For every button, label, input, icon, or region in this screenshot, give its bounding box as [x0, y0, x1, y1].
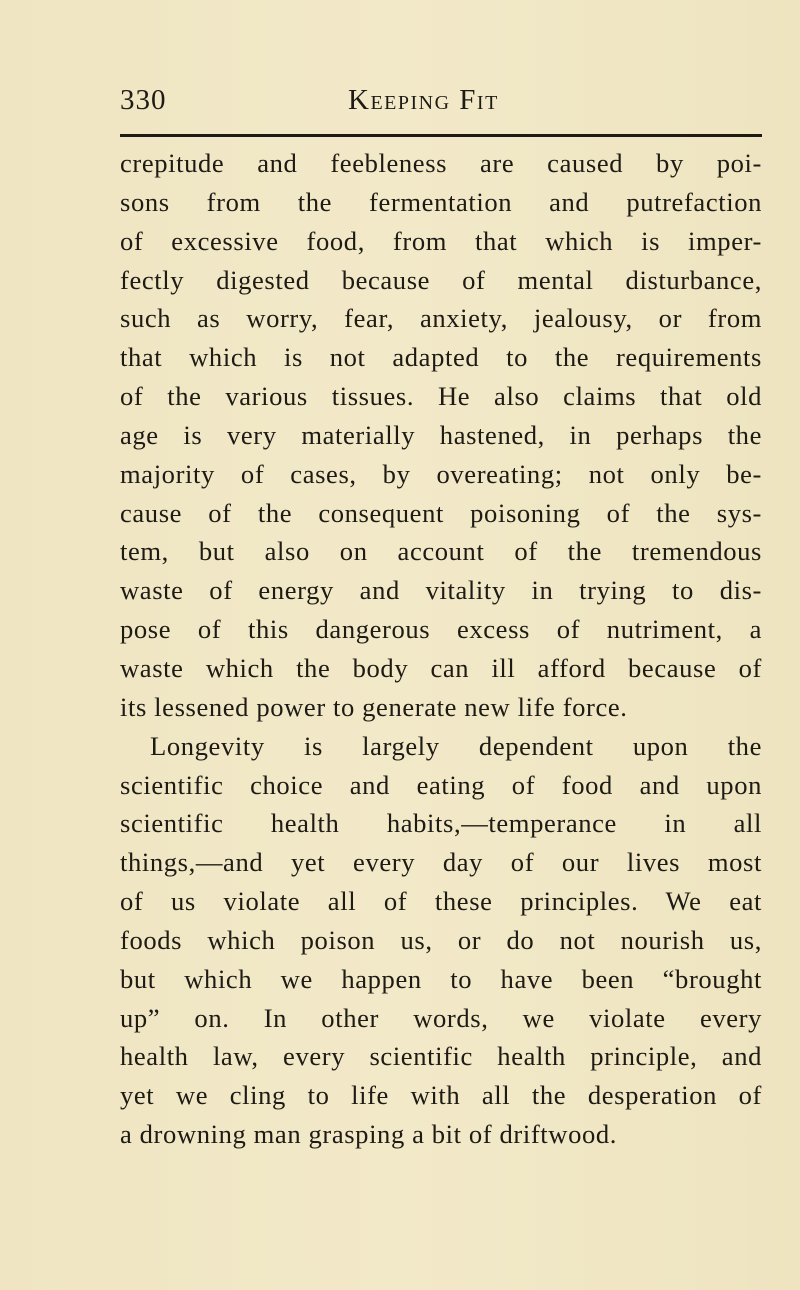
text-line: scientific choice and eating of food and upon [120, 769, 762, 800]
text-line: of us violate all of these principles. We eat [120, 886, 762, 917]
text-line: a drowning man grasping a bit of driftwood. [120, 1119, 618, 1150]
text-line: age is very materially hastened, in perhaps the [120, 419, 762, 450]
text-line: its lessened power to generate new life force. [120, 691, 628, 722]
text-line: cause of the consequent poisoning of the sys- [120, 497, 762, 528]
text-line: fectly digested because of mental disturbance, [120, 264, 762, 295]
text-line: pose of this dangerous excess of nutriment, a [120, 614, 762, 645]
text-line: such as worry, fear, anxiety, jealousy, or from [120, 303, 762, 334]
text-line: crepitude and feebleness are caused by poi- [120, 148, 762, 178]
text-line: that which is not adapted to the requirements [120, 342, 762, 373]
text-line: waste which the body can ill afford because of [120, 652, 762, 683]
text-line: foods which poison us, or do not nourish us, [120, 924, 762, 955]
text-line: of excessive food, from that which is imper- [120, 225, 762, 256]
header-rule [120, 134, 762, 137]
text-line: scientific health habits,—temperance in all [120, 808, 762, 839]
text-line: tem, but also on account of the tremendous [120, 536, 762, 567]
text-line: health law, every scientific health principle, and [120, 1041, 762, 1072]
text-line: yet we cling to life with all the desperation of [120, 1080, 762, 1111]
text-line: sons from the fermentation and putrefaction [120, 186, 762, 217]
text-line: waste of energy and vitality in trying to dis- [120, 575, 762, 606]
text-line: but which we happen to have been “brought [120, 963, 762, 994]
paragraph-start-line: Longevity is largely dependent upon the [150, 730, 762, 761]
text-line: majority of cases, by overeating; not only be- [120, 458, 762, 489]
running-head: Keeping Fit [348, 84, 499, 116]
text-line: up” on. In other words, we violate every [120, 1002, 762, 1033]
page-number: 330 [120, 84, 167, 116]
text-line: things,—and yet every day of our lives most [120, 847, 762, 878]
text-line: of the various tissues. He also claims that old [120, 381, 762, 412]
page-header [120, 84, 760, 124]
body-text [120, 144, 762, 1154]
